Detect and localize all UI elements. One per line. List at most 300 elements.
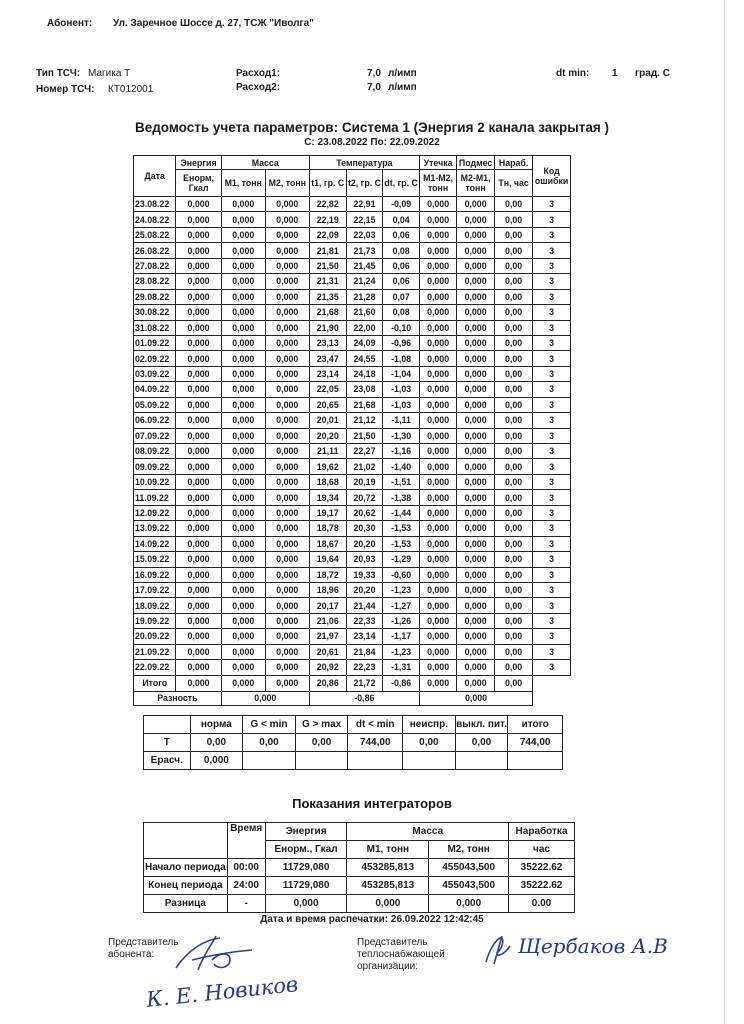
cell-dt: -1,23 xyxy=(383,644,420,659)
cell-tn: 0,00 xyxy=(494,567,532,582)
cell-m2: 0,000 xyxy=(265,366,309,381)
supplier-rep-line2: теплоснабжающей xyxy=(357,949,445,960)
integ-header-m1: М1, тонн xyxy=(347,841,429,859)
col-header-m1: М1, тонн xyxy=(221,170,265,197)
cell-t2: 20,93 xyxy=(346,552,383,567)
cell-dt: -0,10 xyxy=(383,320,420,335)
supplier-rep-line3: организации: xyxy=(357,961,419,972)
cell-tn: 0,00 xyxy=(494,274,532,289)
cell-error-code: 3 xyxy=(533,552,571,567)
cell-e-norm: 0,000 xyxy=(176,474,221,489)
cell-m2: 0,000 xyxy=(265,227,309,242)
cell-m2: 0,000 xyxy=(265,428,309,443)
cell-error-code: 3 xyxy=(533,629,571,644)
cell-error-code: 3 xyxy=(533,660,571,675)
cell-m2m1: 0,000 xyxy=(457,382,495,397)
cell-m1m2: 0,000 xyxy=(419,289,456,304)
cell-dt: -1,53 xyxy=(383,536,420,551)
subscriber-value: Ул. Заречное Шоссе д. 27, ТСЖ "Иволга" xyxy=(113,18,314,29)
cell-t2: 23,14 xyxy=(346,629,383,644)
cell-m2: 0,000 xyxy=(265,629,309,644)
cell-date: 06.09.22 xyxy=(134,413,176,428)
cell-m2: 0,000 xyxy=(265,474,309,489)
cell-m2m1: 0,000 xyxy=(457,552,495,567)
summary-header: G > max xyxy=(295,716,348,734)
cell-m1: 0,000 xyxy=(221,490,265,505)
cell-e-norm: 0,000 xyxy=(176,413,221,428)
cell-error-code: 3 xyxy=(533,536,571,551)
cell-date: 27.08.22 xyxy=(134,258,176,273)
cell-t2: 20,19 xyxy=(346,474,383,489)
cell-m1: 0,000 xyxy=(221,366,265,381)
cell-e-norm: 0,000 xyxy=(176,243,221,258)
cell-e-norm: 0,000 xyxy=(176,490,221,505)
cell-dt: -1,31 xyxy=(383,660,420,675)
cell-error-code: 3 xyxy=(533,289,571,304)
cell-date: 07.09.22 xyxy=(134,428,176,443)
cell-m1m2: 0,000 xyxy=(419,227,456,242)
cell-m2m1: 0,000 xyxy=(457,320,495,335)
cell-date: 20.09.22 xyxy=(134,629,176,644)
cell-m1: 0,000 xyxy=(221,243,265,258)
integ-cell-e-norm: 0,000 xyxy=(265,895,347,913)
cell-m2m1: 0,000 xyxy=(457,428,495,443)
cell-m1m2: 0,000 xyxy=(419,521,456,536)
integ-cell-m1: 0,000 xyxy=(347,895,429,913)
cell-m1m2: 0,000 xyxy=(419,490,456,505)
total-m2: 0,000 xyxy=(265,675,309,691)
subscriber-label: Абонент: xyxy=(47,18,93,29)
cell-t2: 21,28 xyxy=(346,289,383,304)
integ-cell-runtime: 0.00 xyxy=(509,895,575,913)
cell-t2: 21,73 xyxy=(346,243,383,258)
cell-dt: 0,08 xyxy=(383,305,420,320)
cell-t2: 20,20 xyxy=(346,536,383,551)
cell-tn: 0,00 xyxy=(494,536,532,551)
cell-date: 19.09.22 xyxy=(134,613,176,628)
cell-m1m2: 0,000 xyxy=(419,351,456,366)
table-row xyxy=(134,351,571,366)
cell-m2: 0,000 xyxy=(265,444,309,459)
col-header-energy: Энергия xyxy=(176,156,221,170)
cell-error-code: 3 xyxy=(533,521,571,536)
cell-error-code: 3 xyxy=(533,490,571,505)
cell-t1: 21,68 xyxy=(309,305,346,320)
cell-date: 10.09.22 xyxy=(134,474,176,489)
difference-empty-cell xyxy=(533,691,571,705)
cell-t1: 20,61 xyxy=(309,644,346,659)
cell-date: 31.08.22 xyxy=(134,320,176,335)
table-row xyxy=(134,243,571,258)
summary-table xyxy=(143,715,563,770)
cell-e-norm: 0,000 xyxy=(176,552,221,567)
cell-m1m2: 0,000 xyxy=(419,413,456,428)
cell-m2m1: 0,000 xyxy=(457,490,495,505)
cell-m2: 0,000 xyxy=(265,644,309,659)
cell-error-code: 3 xyxy=(533,644,571,659)
cell-t2: 21,02 xyxy=(346,459,383,474)
cell-m2m1: 0,000 xyxy=(457,567,495,582)
cell-m1m2: 0,000 xyxy=(419,613,456,628)
cell-m2m1: 0,000 xyxy=(457,243,495,258)
cell-t2: 21,44 xyxy=(346,598,383,613)
cell-t1: 22,82 xyxy=(309,197,346,212)
flow1-unit: л/имп xyxy=(388,68,417,79)
cell-m1m2: 0,000 xyxy=(419,258,456,273)
cell-t1: 20,92 xyxy=(309,660,346,675)
cell-m2: 0,000 xyxy=(265,567,309,582)
cell-m2m1: 0,000 xyxy=(457,444,495,459)
cell-m1: 0,000 xyxy=(221,413,265,428)
flow1-value: 7,0 xyxy=(367,68,381,79)
cell-t2: 24,09 xyxy=(346,335,383,350)
cell-m2m1: 0,000 xyxy=(457,212,495,227)
cell-m2: 0,000 xyxy=(265,243,309,258)
summary-cell xyxy=(508,752,563,770)
integ-cell-e-norm: 11729,080 xyxy=(265,859,347,877)
cell-m1m2: 0,000 xyxy=(419,274,456,289)
cell-m1m2: 0,000 xyxy=(419,243,456,258)
cell-dt: 0,08 xyxy=(383,243,420,258)
summary-header: итого xyxy=(508,716,563,734)
cell-t2: 21,50 xyxy=(346,428,383,443)
cell-t1: 22,05 xyxy=(309,382,346,397)
cell-t1: 23,14 xyxy=(309,366,346,381)
cell-m1m2: 0,000 xyxy=(419,459,456,474)
total-label: Итого xyxy=(134,675,176,691)
cell-m1m2: 0,000 xyxy=(419,444,456,459)
table-row xyxy=(134,660,571,675)
cell-e-norm: 0,000 xyxy=(176,351,221,366)
cell-m2: 0,000 xyxy=(265,212,309,227)
cell-date: 30.08.22 xyxy=(134,305,176,320)
cell-t2: 20,72 xyxy=(346,490,383,505)
col-header-temperature: Температура xyxy=(309,156,419,170)
integ-cell-runtime: 35222.62 xyxy=(509,859,575,877)
cell-t2: 22,27 xyxy=(346,444,383,459)
integ-header-m2: М2, тонн xyxy=(429,841,509,859)
integ-cell-row-label: Начало периода xyxy=(144,859,228,877)
integ-cell-m1: 453285,813 xyxy=(347,877,429,895)
cell-m1m2: 0,000 xyxy=(419,382,456,397)
cell-e-norm: 0,000 xyxy=(176,521,221,536)
difference-dt: -0,86 xyxy=(309,691,419,705)
cell-date: 11.09.22 xyxy=(134,490,176,505)
subscriber-rep-line2: абонента: xyxy=(108,949,155,960)
total-t2: 21,72 xyxy=(346,675,383,691)
col-header-t2: t2, гр. С xyxy=(346,170,383,197)
cell-t1: 19,34 xyxy=(309,490,346,505)
cell-error-code: 3 xyxy=(533,397,571,412)
cell-m2: 0,000 xyxy=(265,660,309,675)
summary-cell: 0,000 xyxy=(190,752,243,770)
cell-m1m2: 0,000 xyxy=(419,335,456,350)
integ-cell-m1: 453285,813 xyxy=(347,859,429,877)
summary-cell xyxy=(348,752,403,770)
cell-m1: 0,000 xyxy=(221,567,265,582)
cell-date: 12.09.22 xyxy=(134,505,176,520)
cell-m2: 0,000 xyxy=(265,505,309,520)
flow2-label: Расход2: xyxy=(236,82,281,93)
cell-date: 01.09.22 xyxy=(134,335,176,350)
subscriber-rep-line1: Представитель xyxy=(108,937,179,948)
cell-tn: 0,00 xyxy=(494,629,532,644)
cell-m2: 0,000 xyxy=(265,382,309,397)
cell-m1: 0,000 xyxy=(221,536,265,551)
cell-dt: -1,03 xyxy=(383,397,420,412)
cell-dt: -1,51 xyxy=(383,474,420,489)
cell-dt: -1,11 xyxy=(383,413,420,428)
cell-m2m1: 0,000 xyxy=(457,351,495,366)
summary-row-label: Ерасч. xyxy=(144,752,191,770)
cell-e-norm: 0,000 xyxy=(176,366,221,381)
cell-e-norm: 0,000 xyxy=(176,598,221,613)
col-header-dt: dt, гр. С xyxy=(383,170,420,197)
cell-tn: 0,00 xyxy=(494,613,532,628)
cell-m2: 0,000 xyxy=(265,274,309,289)
integ-row xyxy=(144,877,575,895)
cell-error-code: 3 xyxy=(533,243,571,258)
cell-error-code: 3 xyxy=(533,459,571,474)
table-row xyxy=(134,644,571,659)
cell-m1: 0,000 xyxy=(221,444,265,459)
cell-dt: -0,96 xyxy=(383,335,420,350)
scan-edge-line xyxy=(724,0,725,1024)
cell-m1: 0,000 xyxy=(221,629,265,644)
cell-t2: 21,45 xyxy=(346,258,383,273)
cell-date: 09.09.22 xyxy=(134,459,176,474)
cell-m2m1: 0,000 xyxy=(457,598,495,613)
cell-tn: 0,00 xyxy=(494,428,532,443)
table-row xyxy=(134,289,571,304)
cell-m2m1: 0,000 xyxy=(457,521,495,536)
cell-t1: 21,35 xyxy=(309,289,346,304)
cell-date: 28.08.22 xyxy=(134,274,176,289)
integ-cell-runtime: 35222.62 xyxy=(509,877,575,895)
total-tn: 0,00 xyxy=(494,675,532,691)
cell-tn: 0,00 xyxy=(494,305,532,320)
summary-cell: 0,00 xyxy=(403,734,456,752)
cell-error-code: 3 xyxy=(533,382,571,397)
cell-m2: 0,000 xyxy=(265,397,309,412)
cell-m1: 0,000 xyxy=(221,582,265,597)
cell-t2: 19,33 xyxy=(346,567,383,582)
cell-e-norm: 0,000 xyxy=(176,197,221,212)
cell-m2m1: 0,000 xyxy=(457,660,495,675)
cell-m1m2: 0,000 xyxy=(419,582,456,597)
col-header-mass: Масса xyxy=(221,156,309,170)
integ-header-mass: Масса xyxy=(347,823,509,841)
cell-tn: 0,00 xyxy=(494,197,532,212)
cell-date: 03.09.22 xyxy=(134,366,176,381)
cell-m1: 0,000 xyxy=(221,335,265,350)
cell-e-norm: 0,000 xyxy=(176,320,221,335)
cell-m2m1: 0,000 xyxy=(457,197,495,212)
cell-m2: 0,000 xyxy=(265,258,309,273)
cell-t1: 22,19 xyxy=(309,212,346,227)
integ-cell-m2: 455043,500 xyxy=(429,877,509,895)
table-row xyxy=(134,444,571,459)
cell-date: 21.09.22 xyxy=(134,644,176,659)
table-row xyxy=(134,258,571,273)
cell-tn: 0,00 xyxy=(494,397,532,412)
cell-m1: 0,000 xyxy=(221,382,265,397)
cell-tn: 0,00 xyxy=(494,598,532,613)
cell-t1: 18,72 xyxy=(309,567,346,582)
cell-tn: 0,00 xyxy=(494,366,532,381)
summary-header: G < min xyxy=(243,716,296,734)
cell-date: 18.09.22 xyxy=(134,598,176,613)
cell-m2: 0,000 xyxy=(265,289,309,304)
cell-m1: 0,000 xyxy=(221,613,265,628)
cell-m1: 0,000 xyxy=(221,258,265,273)
table-row xyxy=(134,521,571,536)
cell-dt: -1,40 xyxy=(383,459,420,474)
cell-m2m1: 0,000 xyxy=(457,582,495,597)
table-row xyxy=(134,598,571,613)
cell-m2m1: 0,000 xyxy=(457,474,495,489)
cell-t2: 24,55 xyxy=(346,351,383,366)
difference-mass: 0,000 xyxy=(221,691,309,705)
cell-t2: 20,62 xyxy=(346,505,383,520)
integ-cell-time: - xyxy=(227,895,265,913)
subscriber-signature-icon xyxy=(168,930,258,978)
cell-m1: 0,000 xyxy=(221,521,265,536)
table-row xyxy=(134,552,571,567)
cell-m1: 0,000 xyxy=(221,397,265,412)
cell-t2: 22,15 xyxy=(346,212,383,227)
subscriber-signature-name: К. Е. Новиков xyxy=(145,972,300,1012)
cell-date: 24.08.22 xyxy=(134,212,176,227)
total-m1m2: 0,000 xyxy=(419,675,456,691)
cell-dt: -1,03 xyxy=(383,382,420,397)
cell-error-code: 3 xyxy=(533,413,571,428)
cell-tn: 0,00 xyxy=(494,320,532,335)
cell-dt: 0,04 xyxy=(383,212,420,227)
summary-cell xyxy=(295,752,348,770)
cell-date: 17.09.22 xyxy=(134,582,176,597)
cell-error-code: 3 xyxy=(533,351,571,366)
cell-m1: 0,000 xyxy=(221,227,265,242)
cell-dt: -1,38 xyxy=(383,490,420,505)
integ-cell-m2: 0,000 xyxy=(429,895,509,913)
cell-t1: 21,11 xyxy=(309,444,346,459)
cell-tn: 0,00 xyxy=(494,521,532,536)
cell-date: 22.09.22 xyxy=(134,660,176,675)
cell-m1m2: 0,000 xyxy=(419,536,456,551)
cell-error-code: 3 xyxy=(533,613,571,628)
integ-header-hours: час xyxy=(509,841,575,859)
daily-parameters-table xyxy=(133,155,571,706)
table-row xyxy=(134,212,571,227)
cell-tn: 0,00 xyxy=(494,335,532,350)
col-header-m2: М2, тонн xyxy=(265,170,309,197)
cell-date: 05.09.22 xyxy=(134,397,176,412)
cell-m1m2: 0,000 xyxy=(419,660,456,675)
integ-header-time: Время xyxy=(227,823,265,859)
col-header-tn: Тн, час xyxy=(494,170,532,197)
supplier-signature-mark-icon xyxy=(480,934,518,968)
cell-error-code: 3 xyxy=(533,582,571,597)
cell-m1m2: 0,000 xyxy=(419,305,456,320)
cell-t1: 20,01 xyxy=(309,413,346,428)
cell-dt: 0,06 xyxy=(383,274,420,289)
cell-m2: 0,000 xyxy=(265,335,309,350)
cell-date: 04.09.22 xyxy=(134,382,176,397)
cell-m2m1: 0,000 xyxy=(457,289,495,304)
cell-e-norm: 0,000 xyxy=(176,397,221,412)
cell-m1: 0,000 xyxy=(221,505,265,520)
integ-corner-cell xyxy=(144,823,228,859)
meter-type-label: Тип ТСЧ: xyxy=(36,68,81,79)
difference-label: Разность xyxy=(134,691,222,705)
cell-m1: 0,000 xyxy=(221,305,265,320)
total-e-norm: 0,000 xyxy=(176,675,221,691)
cell-m2: 0,000 xyxy=(265,613,309,628)
table-row xyxy=(134,305,571,320)
cell-m1: 0,000 xyxy=(221,644,265,659)
cell-date: 16.09.22 xyxy=(134,567,176,582)
cell-m2: 0,000 xyxy=(265,598,309,613)
cell-dt: -1,53 xyxy=(383,521,420,536)
table-row xyxy=(134,613,571,628)
cell-e-norm: 0,000 xyxy=(176,459,221,474)
cell-t1: 19,64 xyxy=(309,552,346,567)
cell-t2: 21,68 xyxy=(346,397,383,412)
cell-m2: 0,000 xyxy=(265,582,309,597)
meter-number-value: КТ012001 xyxy=(108,84,154,95)
difference-row xyxy=(134,691,571,705)
summary-cell: 0,00 xyxy=(190,734,243,752)
cell-error-code: 3 xyxy=(533,320,571,335)
cell-e-norm: 0,000 xyxy=(176,660,221,675)
cell-t1: 18,96 xyxy=(309,582,346,597)
integ-cell-m2: 455043,500 xyxy=(429,859,509,877)
cell-tn: 0,00 xyxy=(494,243,532,258)
cell-m2: 0,000 xyxy=(265,521,309,536)
summary-cell xyxy=(403,752,456,770)
cell-dt: -1,44 xyxy=(383,505,420,520)
cell-m2: 0,000 xyxy=(265,536,309,551)
cell-error-code: 3 xyxy=(533,428,571,443)
col-header-date: Дата xyxy=(134,156,176,197)
dtmin-value: 1 xyxy=(612,68,618,79)
summary-row-e xyxy=(144,752,563,770)
cell-error-code: 3 xyxy=(533,227,571,242)
col-header-feed: Подмес xyxy=(457,156,495,170)
flow1-label: Расход1: xyxy=(236,68,281,79)
cell-m1m2: 0,000 xyxy=(419,212,456,227)
cell-m2: 0,000 xyxy=(265,490,309,505)
cell-t1: 21,31 xyxy=(309,274,346,289)
cell-m1: 0,000 xyxy=(221,598,265,613)
report-period: С: 23.08.2022 По: 22.09.2022 xyxy=(304,137,440,148)
integ-cell-time: 00:00 xyxy=(227,859,265,877)
cell-m2: 0,000 xyxy=(265,320,309,335)
cell-e-norm: 0,000 xyxy=(176,644,221,659)
cell-t1: 18,78 xyxy=(309,521,346,536)
summary-cell xyxy=(455,752,508,770)
cell-m2: 0,000 xyxy=(265,413,309,428)
cell-m2m1: 0,000 xyxy=(457,629,495,644)
cell-e-norm: 0,000 xyxy=(176,613,221,628)
cell-date: 15.09.22 xyxy=(134,552,176,567)
total-m2m1: 0,000 xyxy=(457,675,495,691)
cell-e-norm: 0,000 xyxy=(176,567,221,582)
summary-header: выкл. пит. xyxy=(455,716,508,734)
cell-e-norm: 0,000 xyxy=(176,289,221,304)
cell-t2: 22,23 xyxy=(346,660,383,675)
